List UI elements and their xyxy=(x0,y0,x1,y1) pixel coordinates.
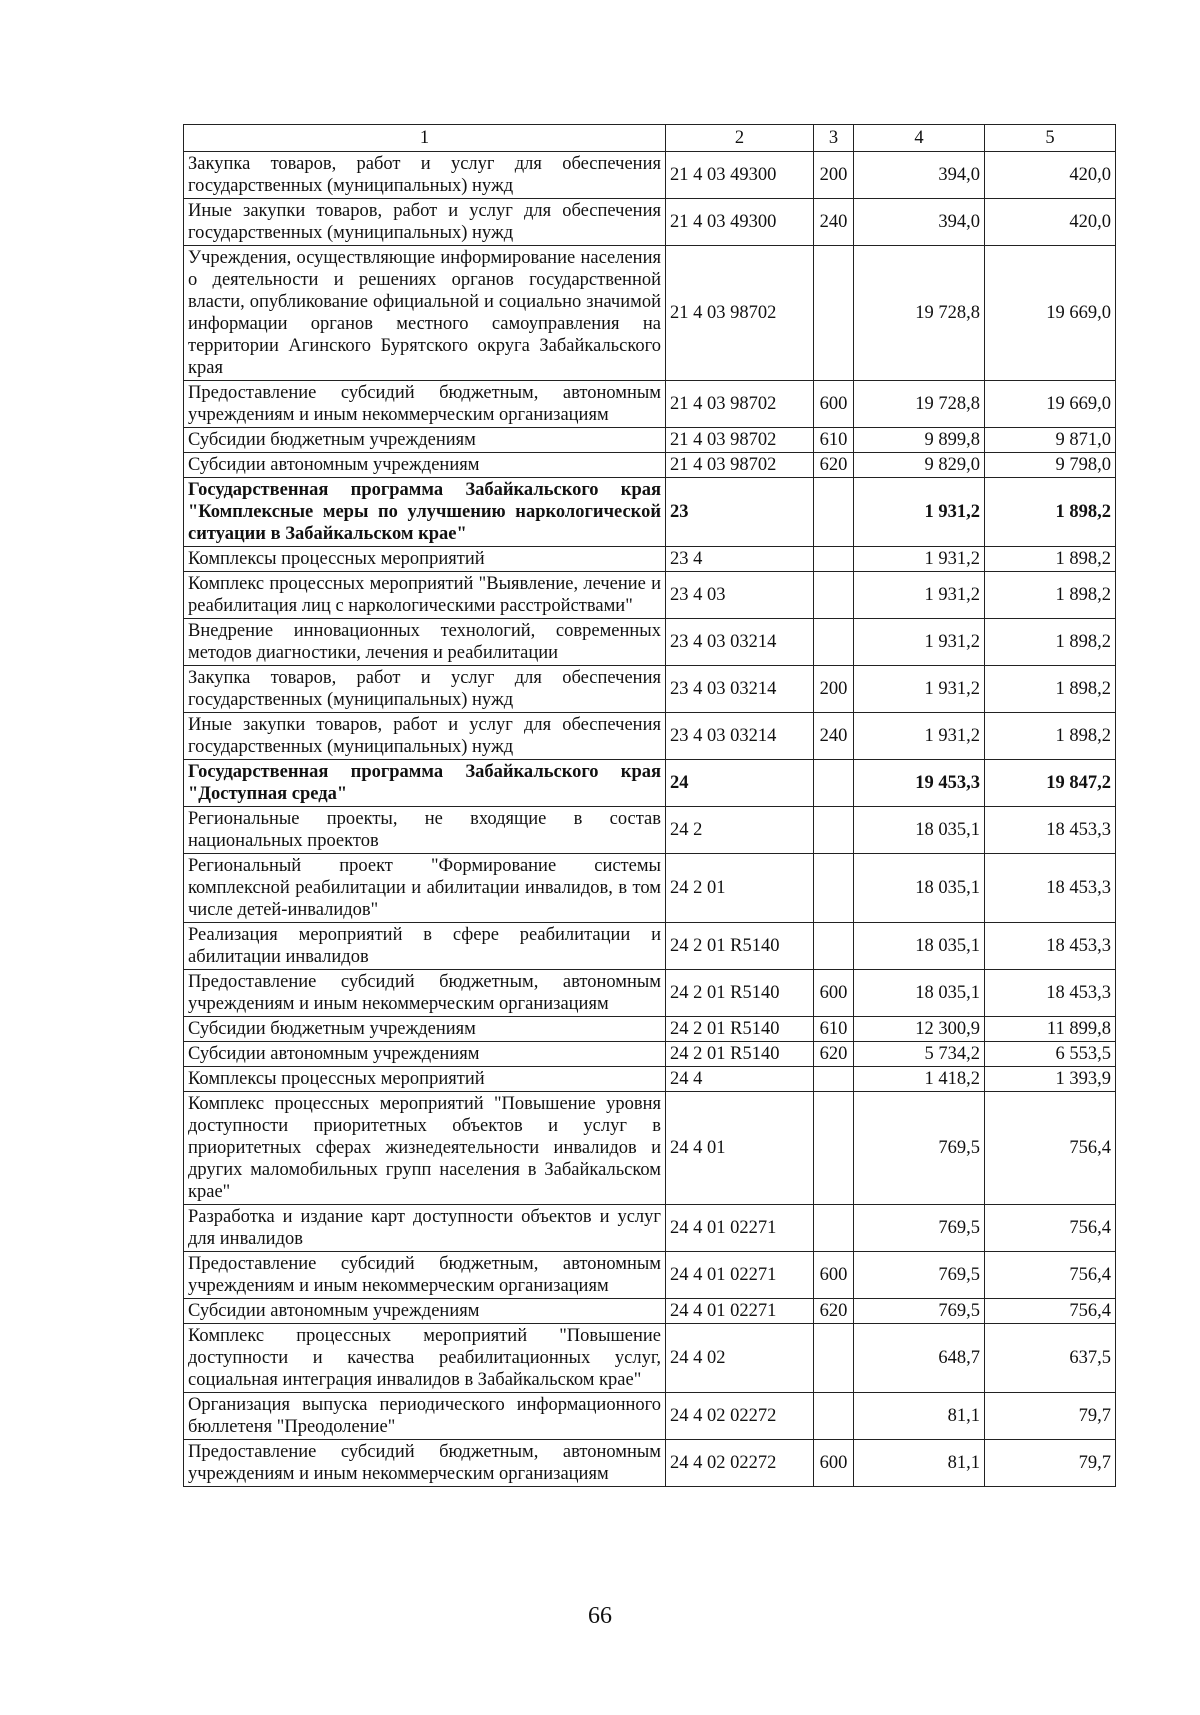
row-name: Предоставление субсидий бюджетным, автономным учреждениям и иным некоммерческим организациям xyxy=(184,1252,666,1299)
row-amount-year-1: 19 728,8 xyxy=(854,246,985,381)
row-code: 23 4 03 xyxy=(666,572,814,619)
row-name: Региональные проекты, не входящие в состав национальных проектов xyxy=(184,807,666,854)
table-row xyxy=(184,1252,1116,1299)
table-row xyxy=(184,1393,1116,1440)
row-code: 24 4 02 02272 xyxy=(666,1440,814,1487)
row-name: Государственная программа Забайкальского края "Комплексные меры по улучшению наркологической ситуации в Забайкальском крае" xyxy=(184,478,666,547)
row-code: 23 4 03 03214 xyxy=(666,713,814,760)
table-row xyxy=(184,713,1116,760)
row-name: Субсидии бюджетным учреждениям xyxy=(184,1017,666,1042)
row-code: 24 4 01 02271 xyxy=(666,1252,814,1299)
row-code: 24 2 01 R5140 xyxy=(666,970,814,1017)
row-amount-year-1: 1 931,2 xyxy=(854,619,985,666)
row-amount-year-1: 1 418,2 xyxy=(854,1067,985,1092)
row-code: 24 2 01 R5140 xyxy=(666,923,814,970)
row-name: Внедрение инновационных технологий, современных методов диагностики, лечения и реабилитации xyxy=(184,619,666,666)
row-amount-year-1: 18 035,1 xyxy=(854,807,985,854)
table-row xyxy=(184,1205,1116,1252)
row-amount-year-1: 18 035,1 xyxy=(854,923,985,970)
row-expense-type xyxy=(814,246,854,381)
column-header-3: 3 xyxy=(814,125,854,152)
row-expense-type: 610 xyxy=(814,1017,854,1042)
row-code: 24 2 01 R5140 xyxy=(666,1017,814,1042)
table-row xyxy=(184,547,1116,572)
row-amount-year-2: 18 453,3 xyxy=(985,854,1116,923)
table-row xyxy=(184,854,1116,923)
row-amount-year-2: 79,7 xyxy=(985,1440,1116,1487)
row-name: Иные закупки товаров, работ и услуг для обеспечения государственных (муниципальных) нужд xyxy=(184,713,666,760)
table-row xyxy=(184,453,1116,478)
row-amount-year-1: 1 931,2 xyxy=(854,572,985,619)
row-code: 24 4 02 02272 xyxy=(666,1393,814,1440)
row-amount-year-1: 1 931,2 xyxy=(854,713,985,760)
row-code: 24 xyxy=(666,760,814,807)
row-name: Государственная программа Забайкальского края "Доступная среда" xyxy=(184,760,666,807)
table-row xyxy=(184,970,1116,1017)
row-amount-year-2: 1 898,2 xyxy=(985,572,1116,619)
row-expense-type xyxy=(814,619,854,666)
row-amount-year-2: 6 553,5 xyxy=(985,1042,1116,1067)
row-code: 23 4 xyxy=(666,547,814,572)
table-row xyxy=(184,428,1116,453)
row-code: 23 4 03 03214 xyxy=(666,619,814,666)
row-name: Организация выпуска периодического информационного бюллетеня "Преодоление" xyxy=(184,1393,666,1440)
budget-table xyxy=(183,124,1116,1487)
row-amount-year-2: 9 871,0 xyxy=(985,428,1116,453)
row-amount-year-2: 9 798,0 xyxy=(985,453,1116,478)
row-amount-year-2: 19 669,0 xyxy=(985,381,1116,428)
row-expense-type xyxy=(814,1067,854,1092)
row-name: Комплекс процессных мероприятий "Выявление, лечение и реабилитация лиц с наркологическими расстройствами" xyxy=(184,572,666,619)
table-row xyxy=(184,572,1116,619)
row-expense-type xyxy=(814,807,854,854)
row-amount-year-2: 756,4 xyxy=(985,1092,1116,1205)
row-amount-year-1: 5 734,2 xyxy=(854,1042,985,1067)
table-row xyxy=(184,1299,1116,1324)
row-expense-type xyxy=(814,1393,854,1440)
row-name: Иные закупки товаров, работ и услуг для обеспечения государственных (муниципальных) нужд xyxy=(184,199,666,246)
table-row xyxy=(184,478,1116,547)
row-code: 21 4 03 49300 xyxy=(666,199,814,246)
row-expense-type: 620 xyxy=(814,1042,854,1067)
row-amount-year-1: 18 035,1 xyxy=(854,854,985,923)
row-expense-type xyxy=(814,854,854,923)
row-amount-year-1: 9 899,8 xyxy=(854,428,985,453)
row-amount-year-2: 1 898,2 xyxy=(985,666,1116,713)
table-row xyxy=(184,807,1116,854)
row-expense-type xyxy=(814,760,854,807)
row-amount-year-1: 394,0 xyxy=(854,199,985,246)
row-amount-year-1: 769,5 xyxy=(854,1252,985,1299)
table-row xyxy=(184,923,1116,970)
table-row xyxy=(184,1067,1116,1092)
row-code: 24 4 xyxy=(666,1067,814,1092)
row-code: 21 4 03 98702 xyxy=(666,453,814,478)
table-header-row xyxy=(184,125,1116,152)
table-row xyxy=(184,760,1116,807)
row-amount-year-2: 19 847,2 xyxy=(985,760,1116,807)
row-code: 24 4 01 02271 xyxy=(666,1205,814,1252)
row-code: 21 4 03 98702 xyxy=(666,428,814,453)
row-amount-year-2: 637,5 xyxy=(985,1324,1116,1393)
row-name: Региональный проект "Формирование системы комплексной реабилитации и абилитации инвалидов, в том числе детей-инвалидов" xyxy=(184,854,666,923)
row-name: Разработка и издание карт доступности объектов и услуг для инвалидов xyxy=(184,1205,666,1252)
table-row xyxy=(184,666,1116,713)
row-amount-year-1: 769,5 xyxy=(854,1092,985,1205)
row-amount-year-2: 756,4 xyxy=(985,1252,1116,1299)
table-row xyxy=(184,1092,1116,1205)
row-name: Предоставление субсидий бюджетным, автономным учреждениям и иным некоммерческим организациям xyxy=(184,970,666,1017)
row-amount-year-2: 1 393,9 xyxy=(985,1067,1116,1092)
row-amount-year-1: 12 300,9 xyxy=(854,1017,985,1042)
row-name: Субсидии автономным учреждениям xyxy=(184,1299,666,1324)
row-expense-type: 600 xyxy=(814,381,854,428)
row-amount-year-1: 1 931,2 xyxy=(854,547,985,572)
row-amount-year-1: 394,0 xyxy=(854,152,985,199)
table-row xyxy=(184,1042,1116,1067)
column-header-2: 2 xyxy=(666,125,814,152)
row-name: Учреждения, осуществляющие информирование населения о деятельности и решениях органов государственной власти, опубликование официальной и социально значимой информации органов местного самоуправления на территории Агинского Бурятского округа Забайкальского края xyxy=(184,246,666,381)
table-row xyxy=(184,199,1116,246)
row-expense-type: 240 xyxy=(814,713,854,760)
row-amount-year-1: 769,5 xyxy=(854,1205,985,1252)
row-amount-year-1: 1 931,2 xyxy=(854,478,985,547)
row-amount-year-1: 1 931,2 xyxy=(854,666,985,713)
row-amount-year-1: 769,5 xyxy=(854,1299,985,1324)
row-amount-year-1: 19 453,3 xyxy=(854,760,985,807)
row-name: Закупка товаров, работ и услуг для обеспечения государственных (муниципальных) нужд xyxy=(184,152,666,199)
row-name: Комплекс процессных мероприятий "Повышение доступности и качества реабилитационных услуг, социальная интеграция инвалидов в Забайкальском крае" xyxy=(184,1324,666,1393)
row-amount-year-2: 18 453,3 xyxy=(985,807,1116,854)
table-row xyxy=(184,1440,1116,1487)
row-expense-type xyxy=(814,547,854,572)
row-expense-type: 600 xyxy=(814,1252,854,1299)
row-code: 21 4 03 49300 xyxy=(666,152,814,199)
row-amount-year-2: 19 669,0 xyxy=(985,246,1116,381)
row-expense-type xyxy=(814,572,854,619)
row-expense-type xyxy=(814,1324,854,1393)
row-amount-year-2: 420,0 xyxy=(985,152,1116,199)
row-name: Субсидии бюджетным учреждениям xyxy=(184,428,666,453)
row-amount-year-2: 18 453,3 xyxy=(985,970,1116,1017)
row-amount-year-1: 18 035,1 xyxy=(854,970,985,1017)
row-name: Комплекс процессных мероприятий "Повышение уровня доступности приоритетных объектов и услуг в приоритетных сферах жизнедеятельности инвалидов и других маломобильных групп населения в Забайкальском крае" xyxy=(184,1092,666,1205)
column-header-5: 5 xyxy=(985,125,1116,152)
page-number: 66 xyxy=(588,1603,612,1629)
row-expense-type: 240 xyxy=(814,199,854,246)
table-row xyxy=(184,152,1116,199)
row-expense-type xyxy=(814,1205,854,1252)
row-expense-type: 200 xyxy=(814,666,854,713)
column-header-4: 4 xyxy=(854,125,985,152)
table-row xyxy=(184,246,1116,381)
row-expense-type xyxy=(814,923,854,970)
row-name: Предоставление субсидий бюджетным, автономным учреждениям и иным некоммерческим организациям xyxy=(184,1440,666,1487)
row-code: 21 4 03 98702 xyxy=(666,381,814,428)
column-header-1: 1 xyxy=(184,125,666,152)
row-name: Комплексы процессных мероприятий xyxy=(184,547,666,572)
row-expense-type xyxy=(814,478,854,547)
row-name: Реализация мероприятий в сфере реабилитации и абилитации инвалидов xyxy=(184,923,666,970)
row-amount-year-2: 756,4 xyxy=(985,1299,1116,1324)
row-expense-type: 620 xyxy=(814,453,854,478)
row-code: 24 2 01 xyxy=(666,854,814,923)
row-code: 24 4 01 02271 xyxy=(666,1299,814,1324)
table-row xyxy=(184,1017,1116,1042)
row-amount-year-2: 18 453,3 xyxy=(985,923,1116,970)
row-name: Закупка товаров, работ и услуг для обеспечения государственных (муниципальных) нужд xyxy=(184,666,666,713)
row-amount-year-2: 1 898,2 xyxy=(985,619,1116,666)
row-expense-type: 200 xyxy=(814,152,854,199)
row-amount-year-2: 79,7 xyxy=(985,1393,1116,1440)
row-expense-type: 610 xyxy=(814,428,854,453)
table-body xyxy=(184,152,1116,1487)
row-code: 23 4 03 03214 xyxy=(666,666,814,713)
row-amount-year-2: 756,4 xyxy=(985,1205,1116,1252)
row-amount-year-2: 1 898,2 xyxy=(985,713,1116,760)
table-row xyxy=(184,381,1116,428)
row-expense-type: 600 xyxy=(814,1440,854,1487)
row-amount-year-1: 19 728,8 xyxy=(854,381,985,428)
row-code: 24 4 01 xyxy=(666,1092,814,1205)
row-amount-year-2: 1 898,2 xyxy=(985,478,1116,547)
row-expense-type xyxy=(814,1092,854,1205)
row-name: Предоставление субсидий бюджетным, автономным учреждениям и иным некоммерческим организациям xyxy=(184,381,666,428)
row-expense-type: 600 xyxy=(814,970,854,1017)
row-amount-year-1: 81,1 xyxy=(854,1440,985,1487)
row-code: 24 2 01 R5140 xyxy=(666,1042,814,1067)
row-code: 24 4 02 xyxy=(666,1324,814,1393)
row-name: Субсидии автономным учреждениям xyxy=(184,453,666,478)
row-code: 21 4 03 98702 xyxy=(666,246,814,381)
row-name: Комплексы процессных мероприятий xyxy=(184,1067,666,1092)
row-amount-year-2: 420,0 xyxy=(985,199,1116,246)
row-amount-year-2: 1 898,2 xyxy=(985,547,1116,572)
row-code: 23 xyxy=(666,478,814,547)
row-amount-year-2: 11 899,8 xyxy=(985,1017,1116,1042)
row-name: Субсидии автономным учреждениям xyxy=(184,1042,666,1067)
table-row xyxy=(184,1324,1116,1393)
table-row xyxy=(184,619,1116,666)
row-amount-year-1: 9 829,0 xyxy=(854,453,985,478)
row-amount-year-1: 81,1 xyxy=(854,1393,985,1440)
row-code: 24 2 xyxy=(666,807,814,854)
row-amount-year-1: 648,7 xyxy=(854,1324,985,1393)
row-expense-type: 620 xyxy=(814,1299,854,1324)
